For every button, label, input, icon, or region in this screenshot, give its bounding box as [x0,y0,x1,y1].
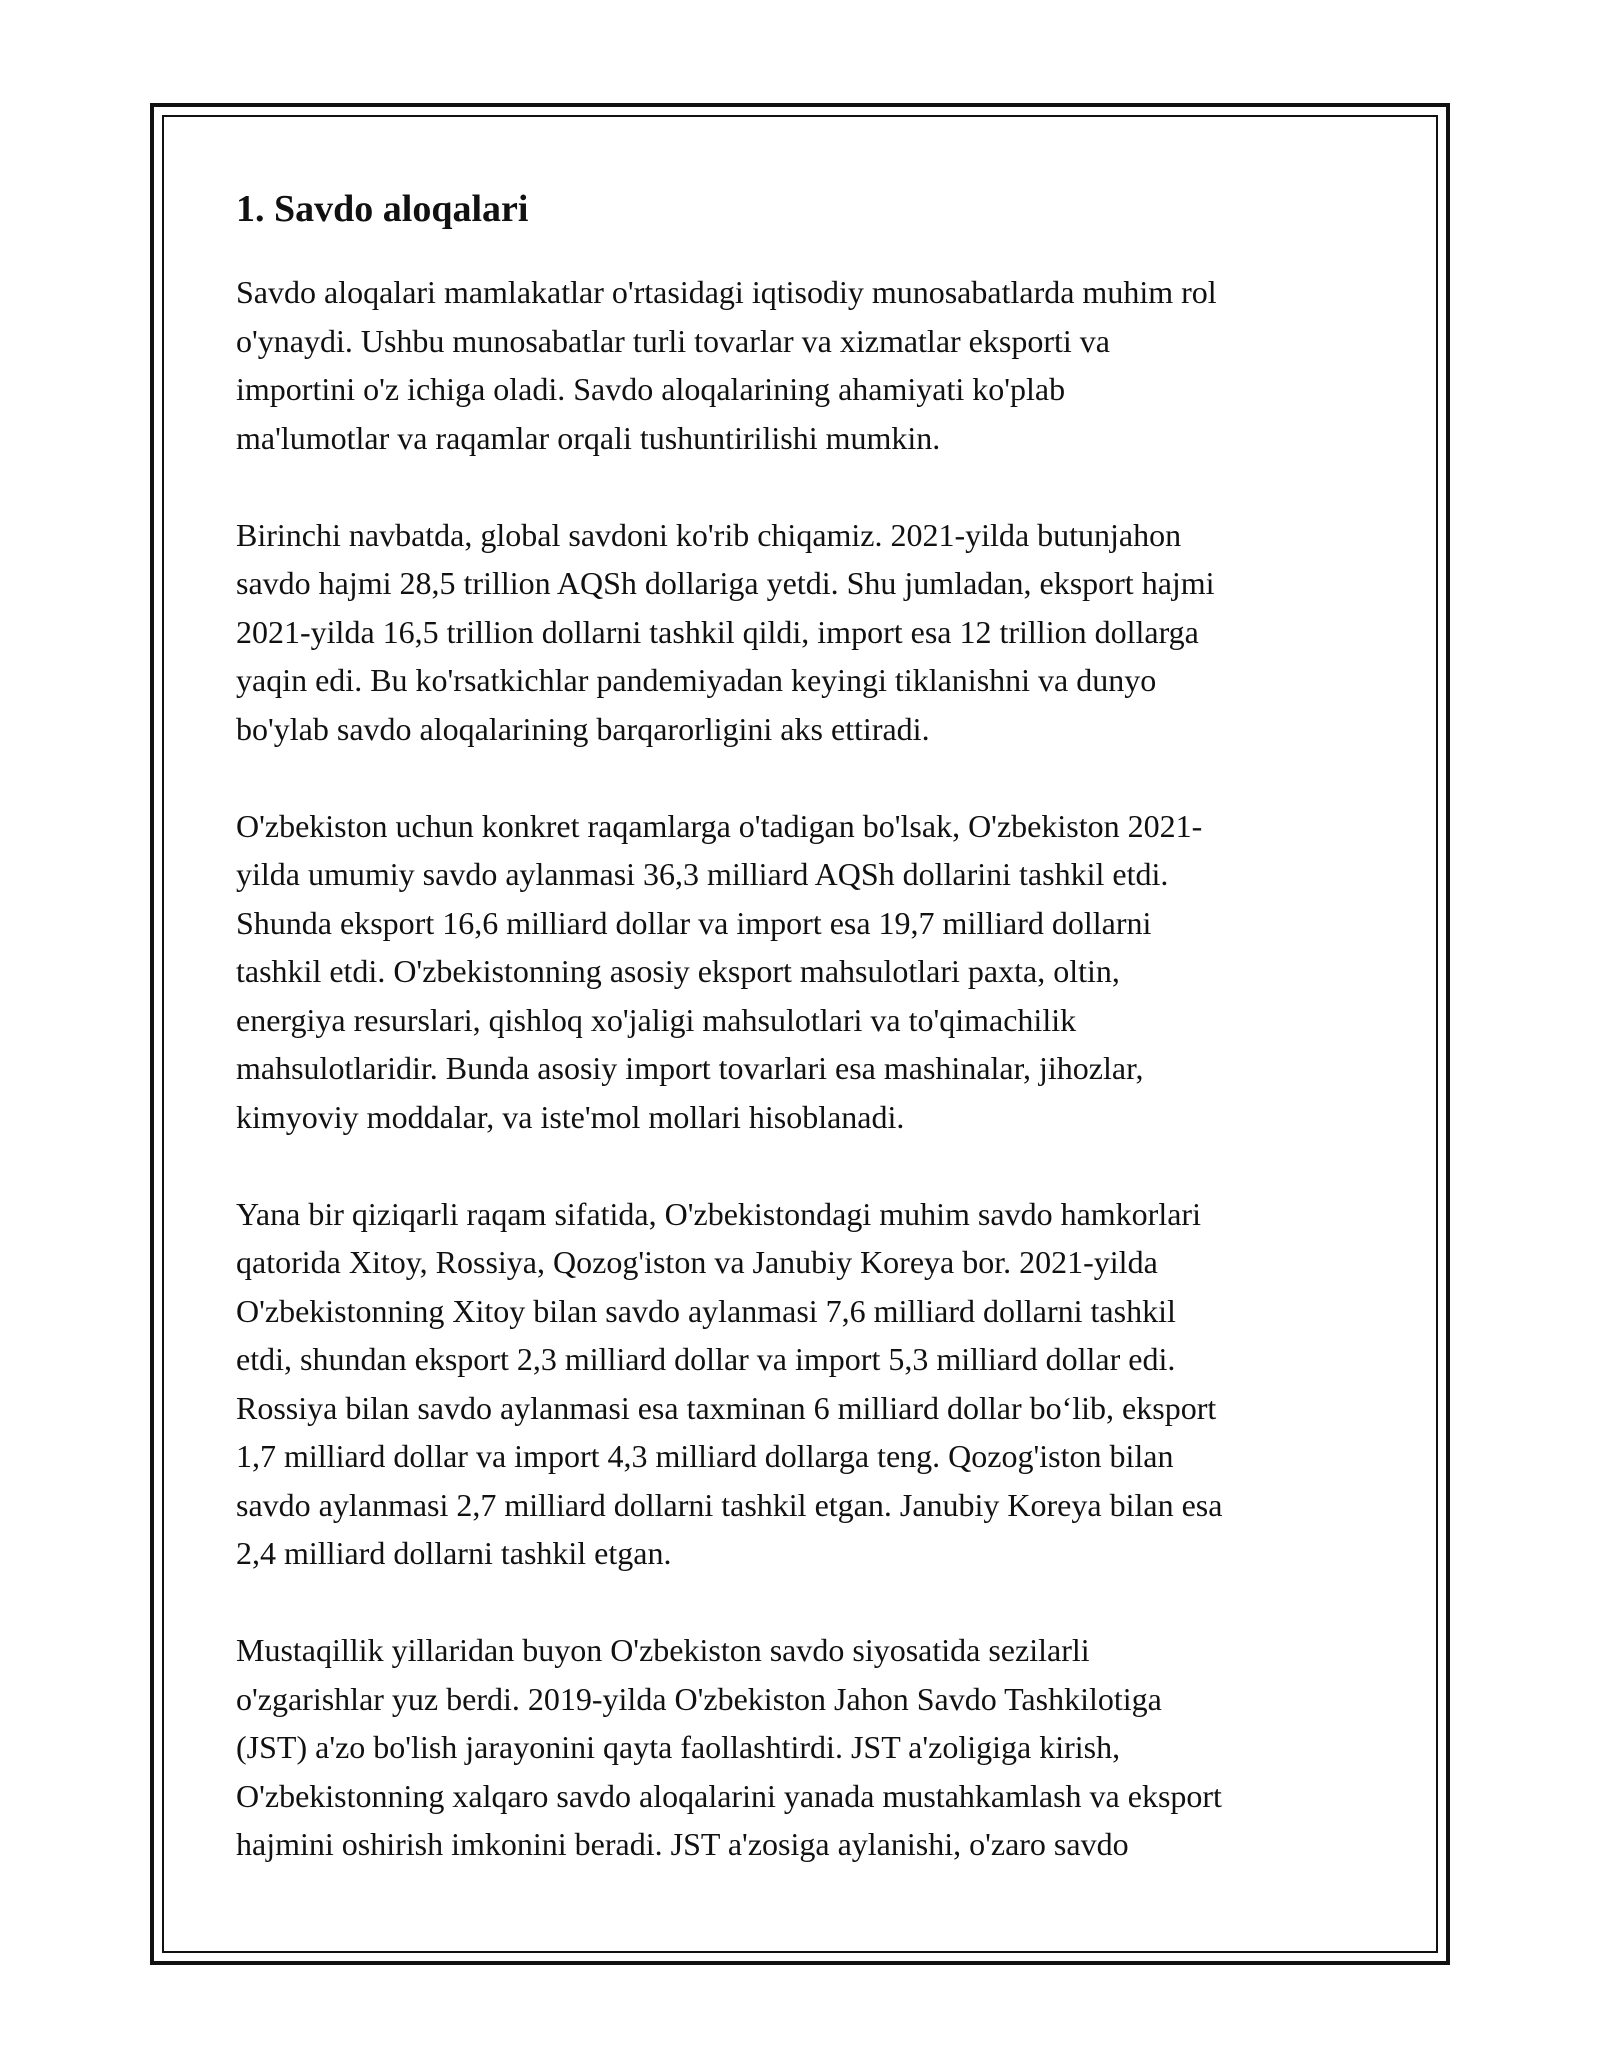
text-line: O'zbekistonning Xitoy bilan savdo aylanmasi 7,6 milliard dollarni tashkil [236,1292,1176,1329]
text-line: Mustaqillik yillaridan buyon O'zbekiston savdo siyosatida sezilarli [236,1632,1090,1669]
text-line: yilda umumiy savdo aylanmasi 36,3 milliard AQSh dollarini tashkil etdi. [236,856,1169,893]
paragraph-list [236,268,1376,1869]
text-line: O'zbekiston uchun konkret raqamlarga o'tadigan bo'lsak, O'zbekiston 2021- [236,807,1203,844]
text-line: ma'lumotlar va raqamlar orqali tushuntirilishi mumkin. [236,419,941,456]
text-line: bo'ylab savdo aloqalarining barqarorligini aks ettiradi. [236,710,930,747]
text-line: hajmini oshirish imkonini beradi. JST a'zosiga aylanishi, o'zaro savdo [236,1826,1129,1863]
paragraph [236,802,1376,1142]
paragraph [236,511,1376,754]
text-line: Yana bir qiziqarli raqam sifatida, O'zbekistondagi muhim savdo hamkorlari [236,1195,1201,1232]
text-line: 2021-yilda 16,5 trillion dollarni tashkil qildi, import esa 12 trillion dollarga [236,613,1199,650]
text-line: kimyoviy moddalar, va iste'mol mollari hisoblanadi. [236,1098,905,1135]
text-line: savdo aylanmasi 2,7 milliard dollarni tashkil etgan. Janubiy Koreya bilan esa [236,1486,1223,1523]
text-line: tashkil etdi. O'zbekistonning asosiy eksport mahsulotlari paxta, oltin, [236,953,1120,990]
text-line: (JST) a'zo bo'lish jarayonini qayta faollashtirdi. JST a'zoligiga kirish, [236,1729,1121,1766]
text-line: etdi, shundan eksport 2,3 milliard dollar va import 5,3 milliard dollar edi. [236,1341,1176,1378]
text-line: Birinchi navbatda, global savdoni ko'rib chiqamiz. 2021-yilda butunjahon [236,516,1182,553]
text-line: Rossiya bilan savdo aylanmasi esa taxminan 6 milliard dollar bo‘lib, eksport [236,1389,1217,1426]
text-line: O'zbekistonning xalqaro savdo aloqalarini yanada mustahkamlash va eksport [236,1777,1222,1814]
section-heading: 1. Savdo aloqalari [236,188,529,230]
text-line: energiya resurslari, qishloq xo'jaligi mahsulotlari va to'qimachilik [236,1001,1077,1038]
paragraph [236,1190,1376,1578]
text-line: importini o'z ichiga oladi. Savdo aloqalarining ahamiyati ko'plab [236,371,1066,408]
document-body [236,185,1376,1917]
text-line: 1,7 milliard dollar va import 4,3 milliard dollarga teng. Qozog'iston bilan [236,1438,1174,1475]
text-line: savdo hajmi 28,5 trillion AQSh dollariga yetdi. Shu jumladan, eksport hajmi [236,565,1215,602]
text-line: Shunda eksport 16,6 milliard dollar va import esa 19,7 milliard dollarni [236,904,1152,941]
text-line: o'ynaydi. Ushbu munosabatlar turli tovarlar va xizmatlar eksporti va [236,322,1110,359]
text-line: yaqin edi. Bu ko'rsatkichlar pandemiyadan keyingi tiklanishni va dunyo [236,662,1157,699]
text-line: Savdo aloqalari mamlakatlar o'rtasidagi iqtisodiy munosabatlarda muhim rol [236,274,1217,311]
text-line: o'zgarishlar yuz berdi. 2019-yilda O'zbekiston Jahon Savdo Tashkilotiga [236,1680,1162,1717]
text-line: mahsulotlaridir. Bunda asosiy import tovarlari esa mashinalar, jihozlar, [236,1050,1144,1087]
paragraph [236,1626,1376,1869]
text-line: qatorida Xitoy, Rossiya, Qozog'iston va Janubiy Koreya bor. 2021-yilda [236,1244,1158,1281]
paragraph [236,268,1376,462]
text-line: 2,4 milliard dollarni tashkil etgan. [236,1535,672,1572]
